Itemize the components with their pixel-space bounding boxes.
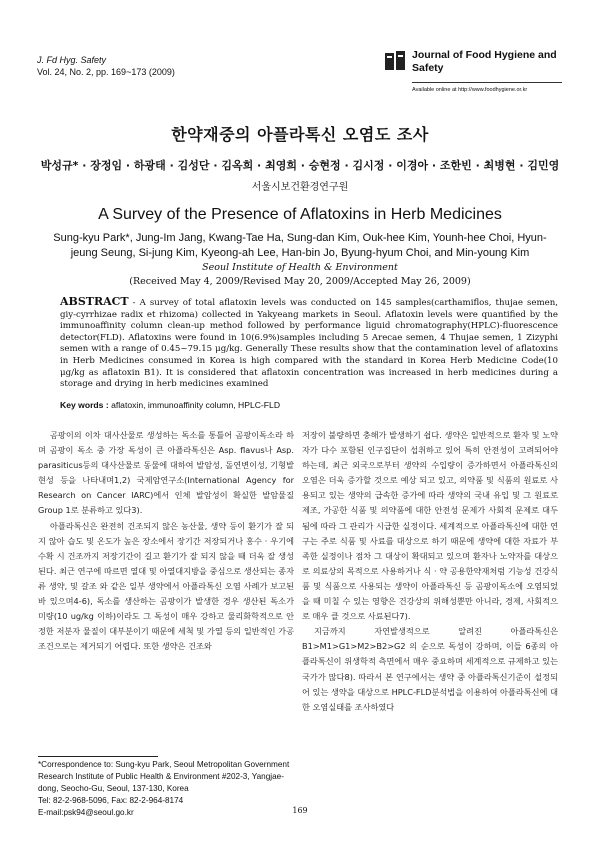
keywords-label: Key words : xyxy=(60,400,109,410)
english-authors: Sung-kyu Park*, Jung-Im Jang, Kwang-Tae Ha, Sung-dan Kim, Ouk-hee Kim, Younh-hee Choi, Hyun-jeung Seung, Si-jung Kim, Kyeong-ah Lee, Han-bin Jo, Byung-hyum Choi, and Min-young Kim xyxy=(53,232,547,259)
journal-logo-icon xyxy=(384,50,406,72)
abstract xyxy=(60,296,558,391)
page-number: 169 xyxy=(292,806,308,815)
footnote-email: E-mail:psk94@seoul.go.kr xyxy=(38,808,134,817)
body-paragraph: 곰팡이의 이차 대사산물로 생성하는 독소를 통틀어 곰팡이독소라 하며 곰팡이 독소 중 가장 독성이 큰 아플라톡신은 Asp. flavus나 Asp. parasiticus등의 대사산물로 동물에 대하여 발암성, 돌연변이성, 기형발현성 등을 나타내며1,2) 국제암연구소(International Agency for Research on Cancer IARC)에서 인체 발암성이 확실한 발암물질 Group 1로 분류하고 있다3). xyxy=(38,430,294,516)
keywords-text: aflatoxin, immunoaffinity column, HPLC-FLD xyxy=(108,400,281,410)
korean-title: 한약재중의 아플라톡신 오염도 조사 xyxy=(171,125,429,144)
footnote-divider xyxy=(38,756,158,757)
footnote-phone: Tel: 82-2-968-5096, Fax: 82-2-964-8174 xyxy=(38,796,184,805)
logo-divider xyxy=(412,82,562,83)
journal-name: J. Fd Hyg. Safety xyxy=(37,55,107,65)
body-paragraph: 아플라톡신은 완전히 건조되지 않은 농산물, 생약 등이 환기가 잘 되지 않아 습도 및 온도가 높은 장소에서 장기간 저장되거나 홍수 · 우기에 수확 시 건조까지 저장기간이 길고 환기가 잘 되지 않을 때 더욱 잘 생성 된다. 최근 연구에 따르면 열대 및 아열대지방을 중심으로 생산되는 종자류 생약, 및 갈조 와 같은 일부 생약에서 아플라톡신 오염 사례가 보고된 바 있으며4-6), 독소를 생산하는 곰팡이가 발생한 경우 생산된 독소가 미량(10 ug/kg 이하)이라도 그 독성이 매우 강하고 물리화학적으로 안정한 저분자 물질이 대부분이기 때문에 세척 및 가열 등의 일반적인 가공조건으로는 제거되기 어렵다. 또한 생약은 건조와 xyxy=(38,520,294,652)
footnote-address: *Correspondence to: Sung-kyu Park, Seoul Metropolitan Government Research Institute of Public Health & Environment #202-3, Yangjae-dong, Seocho-Gu, Seoul, 137-130, Korea xyxy=(38,760,290,793)
journal-url: Available online at http://www.foodhygiene.or.kr xyxy=(412,87,528,93)
body-right-column xyxy=(302,428,558,715)
body-left-column xyxy=(38,428,294,654)
keywords xyxy=(60,400,280,410)
abstract-text: - A survey of total aflatoxin levels was conducted on 145 samples(carthamiflos, thujae semen, giy-cyrrhizae radix et rhizoma) collected in Yakyeang markets in Seoul. Aflatoxin levels were quantified by the immunoaffinity column clean-up method followed by performance liguid chromatography(HPLC)-fluorescence detector(FLD). Aflatoxins were found in 10(6.9%)samples including 5 Arecae semen, 4 Thujae semen, 1 Zizyphi semen with a range of 0.45~79.15 μg/kg. Generally These results show that the contamination level of aflatoxins in Herb Medicines consumed in Korea is high compared with the standard in Korea Herb Medicine Code(10 μg/kg as aflatoxin B1). It is considered that aflatoxin concentration was increased in herb medicines during a storage and drying in herb medicines examined xyxy=(60,298,558,390)
english-affiliation: Seoul Institute of Health & Environment xyxy=(202,262,398,273)
korean-affiliation: 서울시보건환경연구원 xyxy=(251,182,349,193)
english-title: A Survey of the Presence of Aflatoxins in Herb Medicines xyxy=(98,206,502,223)
abstract-label: ABSTRACT xyxy=(60,295,129,308)
korean-authors: 박성규* · 장정임 · 하광태 · 김성단 · 김옥희 · 최영희 · 승현정 · 김시정 · 이경아 · 조한빈 · 최병현 · 김민영 xyxy=(40,159,560,172)
journal-logo-title: Journal of Food Hygiene and Safety xyxy=(412,49,557,74)
body-paragraph: 저장이 불량하면 충해가 발생하기 쉽다. 생약은 일반적으로 환자 및 노약자가 다수 포함된 인구집단이 섭취하고 있어 특히 안전성이 고려되어야 하는데, 최근 외국으로부터 생약의 수입량이 증가하면서 아플라톡신의 오염은 더욱 증가할 것으로 예상 되고 있고, 의약품 및 식품의 원료로 사용되고 있는 생약의 급속한 증가에 따라 생약의 국내 유입 및 그 원료로 제조, 가공한 식품 및 의약품에 대한 안전성 문제가 사회적 문제로 대두됨에 따라 그 관리가 시급한 실정이다. 세계적으로 아플라톡신에 대한 연구는 주로 식품 및 사료를 대상으로 하기 때문에 생약에 대한 자료가 부족한 실정이나 점차 그 대상이 확대되고 있으며 환자나 노약자를 대상으로 의료상의 목적으로 사용하거나 식 · 약 공용한약재처럼 기능성 건강식품 및 식품으로 사용되는 생약이 아플라톡신 등 곰팡이독소에 오염되었을 때 미칠 수 있는 영향은 건강상의 위해성뿐만 아니라, 경제, 사회적으로 매우 클 것으로 사료된다7). xyxy=(302,430,558,622)
body-paragraph: 지금까지 자연발생적으로 알려진 아플라톡신은 B1>M1>G1>M2>B2>G2 의 순으로 독성이 강하며, 이들 6종의 아플라톡신이 위생학적 측면에서 매우 중요하며 세계적으로 규제하고 있는 국가가 많다8). 따라서 본 연구에서는 생약 중 아플라톡신기준이 설정되어 있는 생약을 대상으로 HPLC-FLD분석법을 이용하여 아플라톡신에 대한 오염실태를 조사하였다 xyxy=(302,626,558,712)
journal-citation xyxy=(37,54,175,78)
received-dates: (Received May 4, 2009/Revised May 20, 2009/Accepted May 26, 2009) xyxy=(129,276,471,287)
journal-volume: Vol. 24, No. 2, pp. 169~173 (2009) xyxy=(37,67,175,77)
